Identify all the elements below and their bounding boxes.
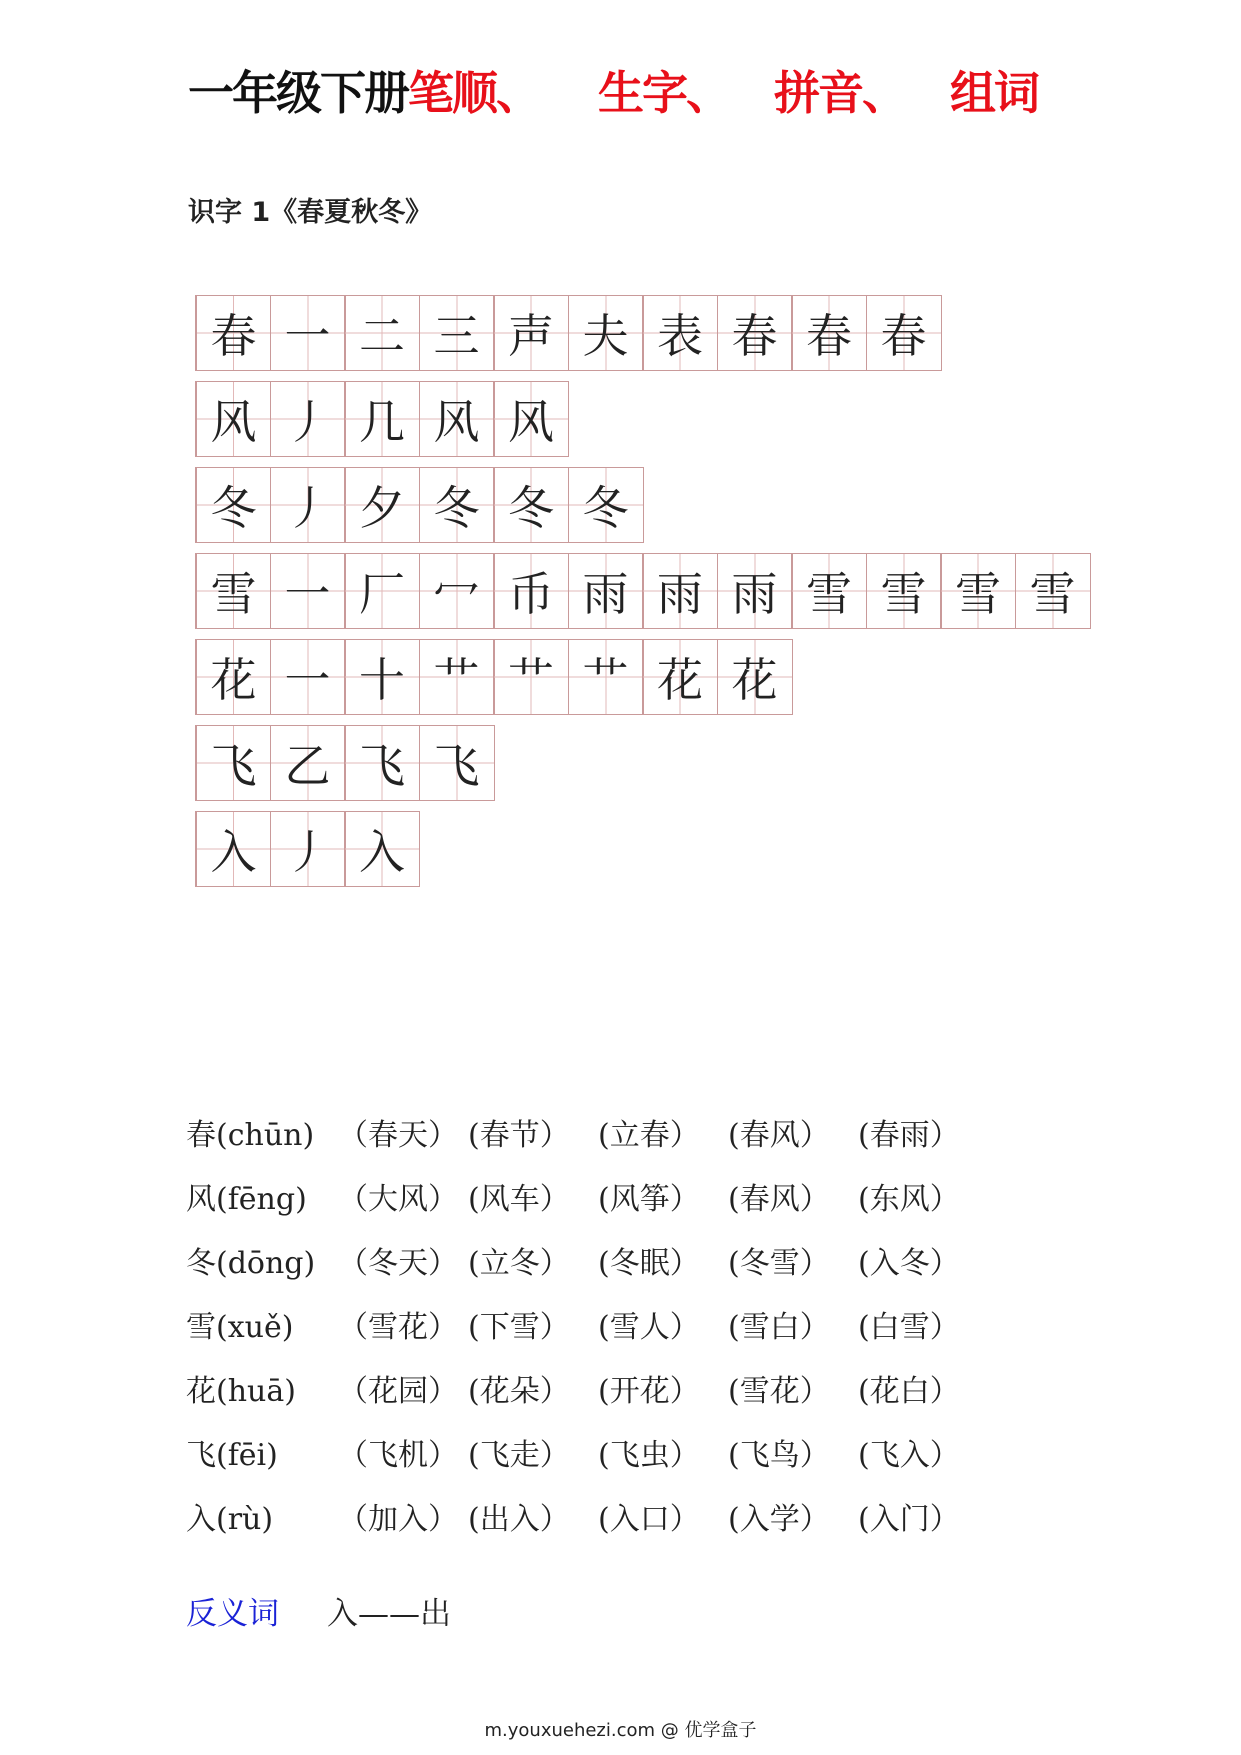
word-item: (出入） <box>468 1502 570 1537</box>
stroke-glyph: 雨 <box>731 567 778 621</box>
stroke-cell-step <box>344 639 420 715</box>
word-item: (下雪） <box>468 1310 570 1345</box>
word-item: (春节） <box>468 1118 570 1153</box>
stroke-glyph: 冖 <box>433 567 480 621</box>
stroke-glyph: 一 <box>284 653 331 707</box>
stroke-glyph: 一 <box>284 309 331 363</box>
word-item: (白雪） <box>858 1310 960 1345</box>
stroke-cell-step <box>717 553 793 629</box>
stroke-glyph: 艹 <box>582 653 629 707</box>
stroke-glyph: 雨 <box>657 567 703 621</box>
stroke-glyph: 冬 <box>433 481 480 535</box>
stroke-cell-step <box>493 467 569 543</box>
word-item: (飞入） <box>858 1438 960 1473</box>
stroke-glyph: 夫 <box>582 309 629 363</box>
word-item: (入门） <box>858 1502 960 1537</box>
stroke-glyph: 声 <box>508 309 554 363</box>
stroke-glyph: 花 <box>657 653 703 707</box>
stroke-row <box>195 553 1089 629</box>
stroke-glyph: 十 <box>359 653 405 707</box>
stroke-glyph: 二 <box>359 309 405 363</box>
stroke-cell-character <box>195 467 271 543</box>
stroke-cell-step <box>344 725 420 801</box>
word-head-pinyin: 飞(fēi) <box>186 1438 278 1473</box>
stroke-glyph: 入 <box>359 825 405 879</box>
antonym-pair: 入——出 <box>327 1596 451 1632</box>
stroke-glyph: 春 <box>806 309 852 363</box>
stroke-cell-step <box>270 295 346 371</box>
stroke-cell-step <box>642 295 718 371</box>
stroke-cell-step <box>270 639 346 715</box>
stroke-glyph: 飞 <box>433 739 480 793</box>
word-item: (入学） <box>728 1502 830 1537</box>
stroke-glyph: 春 <box>880 309 927 363</box>
stroke-glyph: 夕 <box>359 481 405 535</box>
word-item: (雪花） <box>728 1374 830 1409</box>
stroke-cell-character <box>195 381 271 457</box>
stroke-cell-step <box>270 381 346 457</box>
stroke-glyph: 冬 <box>508 481 554 535</box>
title-red-part: 拼音、 <box>774 66 906 120</box>
word-item: （加入） <box>338 1502 458 1537</box>
stroke-cell-character <box>195 553 271 629</box>
stroke-cell-step <box>642 639 718 715</box>
word-item: (飞走） <box>468 1438 570 1473</box>
stroke-glyph: 飞 <box>210 739 257 793</box>
word-item: (冬雪） <box>728 1246 830 1281</box>
stroke-order-grid <box>195 295 1089 897</box>
stroke-cell-step <box>568 639 644 715</box>
stroke-row <box>195 295 1089 371</box>
stroke-glyph: 风 <box>433 395 480 449</box>
stroke-cell-step <box>866 295 942 371</box>
stroke-glyph: 艹 <box>508 653 554 707</box>
title-black-part: 一年级下册 <box>188 66 408 120</box>
stroke-cell-character <box>195 811 271 887</box>
stroke-glyph: 雪 <box>955 567 1001 621</box>
stroke-row <box>195 467 1089 543</box>
word-row <box>186 1484 988 1548</box>
stroke-glyph: 乙 <box>284 739 331 793</box>
stroke-row <box>195 725 1089 801</box>
word-head-pinyin: 冬(dōng) <box>186 1246 316 1281</box>
stroke-glyph: 三 <box>433 309 480 363</box>
stroke-cell-step <box>344 811 420 887</box>
word-item: （花园） <box>338 1374 458 1409</box>
footer-source: m.youxuehezi.com @ 优学盒子 <box>484 1720 757 1741</box>
word-head-pinyin: 风(fēng) <box>186 1182 307 1217</box>
stroke-cell-step <box>419 725 495 801</box>
word-item: (冬眠） <box>598 1246 700 1281</box>
word-item: (春风） <box>728 1182 830 1217</box>
stroke-glyph: 厂 <box>359 567 405 621</box>
stroke-cell-step <box>568 467 644 543</box>
stroke-glyph: 春 <box>731 309 778 363</box>
stroke-glyph: 丿 <box>284 825 331 879</box>
stroke-glyph: 飞 <box>359 739 405 793</box>
antonym-section <box>186 1588 451 1633</box>
stroke-glyph: 丿 <box>284 395 331 449</box>
page-title <box>188 58 1038 128</box>
stroke-row <box>195 381 1089 457</box>
word-item: (雪白） <box>728 1310 830 1345</box>
stroke-cell-step <box>791 553 867 629</box>
stroke-cell-step <box>717 295 793 371</box>
stroke-cell-step <box>270 811 346 887</box>
word-item: (雪人） <box>598 1310 700 1345</box>
word-row <box>186 1228 988 1292</box>
stroke-glyph: 几 <box>359 395 405 449</box>
word-item: (花白） <box>858 1374 960 1409</box>
title-red-part: 笔顺、 <box>408 66 540 120</box>
antonym-label: 反义词 <box>186 1596 279 1632</box>
stroke-cell-step <box>642 553 718 629</box>
stroke-cell-step <box>344 295 420 371</box>
word-item: (飞虫） <box>598 1438 700 1473</box>
word-item: (风车） <box>468 1182 570 1217</box>
stroke-cell-step <box>866 553 942 629</box>
stroke-cell-step <box>344 467 420 543</box>
stroke-cell-step <box>344 381 420 457</box>
word-item: (春风） <box>728 1118 830 1153</box>
stroke-glyph: 表 <box>657 309 703 363</box>
stroke-row <box>195 811 1089 887</box>
word-item: (开花） <box>598 1374 700 1409</box>
word-item: （冬天） <box>338 1246 458 1281</box>
stroke-glyph: 雪 <box>210 567 257 621</box>
stroke-cell-character <box>195 295 271 371</box>
lesson-subtitle: 识字 1《春夏秋冬》 <box>188 197 433 228</box>
stroke-cell-step <box>270 467 346 543</box>
stroke-cell-character <box>195 725 271 801</box>
word-item: (入口） <box>598 1502 700 1537</box>
word-head-pinyin: 花(huā) <box>186 1374 296 1409</box>
stroke-cell-step <box>270 553 346 629</box>
stroke-cell-step <box>493 553 569 629</box>
stroke-cell-step <box>419 295 495 371</box>
word-row <box>186 1100 988 1164</box>
stroke-glyph: 雪 <box>806 567 852 621</box>
stroke-cell-step <box>717 639 793 715</box>
stroke-glyph: 风 <box>508 395 554 449</box>
stroke-cell-step <box>270 725 346 801</box>
word-item: (立春） <box>598 1118 700 1153</box>
stroke-cell-step <box>419 381 495 457</box>
word-item: (春雨） <box>858 1118 960 1153</box>
word-item: (风筝） <box>598 1182 700 1217</box>
stroke-glyph: 雨 <box>582 567 629 621</box>
stroke-glyph: 币 <box>508 567 554 621</box>
stroke-cell-character <box>195 639 271 715</box>
stroke-glyph: 春 <box>210 309 257 363</box>
stroke-cell-step <box>791 295 867 371</box>
word-head-pinyin: 入(rù) <box>186 1502 274 1537</box>
stroke-cell-step <box>419 639 495 715</box>
word-item: （大风） <box>338 1182 458 1217</box>
stroke-glyph: 雪 <box>880 567 927 621</box>
stroke-glyph: 风 <box>210 395 257 449</box>
stroke-cell-step <box>419 553 495 629</box>
stroke-cell-step <box>493 381 569 457</box>
stroke-cell-step <box>568 553 644 629</box>
word-item: (飞鸟） <box>728 1438 830 1473</box>
word-item: （春天） <box>338 1118 458 1153</box>
stroke-row <box>195 639 1089 715</box>
word-row <box>186 1356 988 1420</box>
stroke-cell-step <box>568 295 644 371</box>
stroke-glyph: 丿 <box>284 481 331 535</box>
title-red-part: 生字、 <box>598 66 730 120</box>
word-item: （飞机） <box>338 1438 458 1473</box>
word-row <box>186 1292 988 1356</box>
word-item: (入冬） <box>858 1246 960 1281</box>
stroke-glyph: 艹 <box>433 653 480 707</box>
stroke-glyph: 冬 <box>210 481 257 535</box>
stroke-cell-step <box>940 553 1016 629</box>
stroke-cell-step <box>493 295 569 371</box>
stroke-cell-step <box>493 639 569 715</box>
stroke-glyph: 一 <box>284 567 331 621</box>
word-head-pinyin: 春(chūn) <box>186 1118 315 1153</box>
word-item: (立冬） <box>468 1246 570 1281</box>
title-red-part: 组词 <box>950 66 1038 120</box>
word-item: (花朵） <box>468 1374 570 1409</box>
word-row <box>186 1164 988 1228</box>
stroke-glyph: 入 <box>210 825 257 879</box>
stroke-glyph: 花 <box>210 653 257 707</box>
word-list <box>186 1100 988 1548</box>
stroke-glyph: 雪 <box>1029 567 1076 621</box>
word-item: （雪花） <box>338 1310 458 1345</box>
word-head-pinyin: 雪(xuě) <box>186 1310 294 1345</box>
word-item: (东风） <box>858 1182 960 1217</box>
stroke-cell-step <box>344 553 420 629</box>
word-row <box>186 1420 988 1484</box>
stroke-glyph: 花 <box>731 653 778 707</box>
stroke-cell-step <box>419 467 495 543</box>
stroke-cell-step <box>1015 553 1091 629</box>
stroke-glyph: 冬 <box>582 481 629 535</box>
